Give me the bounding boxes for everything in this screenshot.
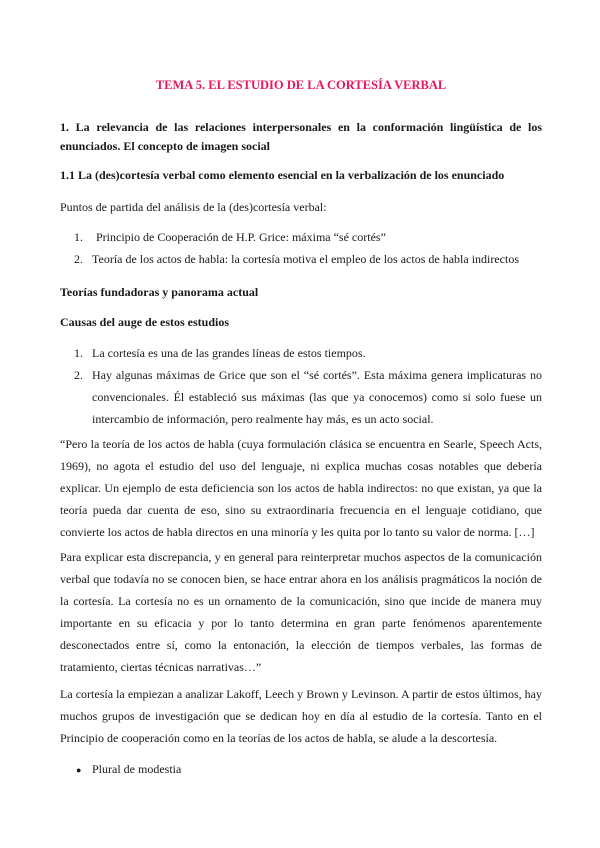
section-1-1-heading: 1.1 La (des)cortesía verbal como elemento esencial en la verbalización de los enunciado — [60, 168, 505, 182]
quote-paragraph-2: Para explicar esta discrepancia, y en general para reinterpretar muchos aspectos de la comunicación verbal que todavía no se conocen bien, se hace entrar ahora en los análisis pragmáticos la noción de la cortesía. La cortesía no es un ornamento de la comunicación, sino que incide de manera muy importante en su eficacia y por lo tanto determina en gran parte fenómenos aparentemente desconectados entre sí, como la entonación, la elección de tiempos verbales, las formas de tratamiento, ciertas técnicas narrativas…” — [60, 550, 542, 674]
document-page — [60, 0, 542, 848]
list1-item-1: Principio de Cooperación de H.P. Grice: máxima “sé cortés” — [96, 230, 386, 244]
list1-item-2: Teoría de los actos de habla: la cortesía motiva el empleo de los actos de habla indirectos — [92, 252, 520, 266]
section-1-heading: 1. La relevancia de las relaciones interpersonales en la conformación lingüística de los enunciados. El concepto de imagen social — [60, 120, 542, 153]
intro-paragraph: Puntos de partida del análisis de la (des)cortesía verbal: — [60, 200, 327, 214]
bullet-icon: ● — [76, 765, 82, 775]
list1-item-2-number: 2. — [74, 252, 83, 266]
heading-teorias: Teorías fundadoras y panorama actual — [60, 285, 259, 299]
list2-item-1-number: 1. — [74, 346, 83, 360]
list1-item-1-number: 1. — [74, 230, 83, 244]
heading-causas: Causas del auge de estos estudios — [60, 315, 230, 329]
list2-item-2: Hay algunas máximas de Grice que son el “sé cortés”. Esta máxima genera implicaturas no convencionales. Él estableció sus máximas (las que ya conocemos) como si solo fuese un intercambio de información, pero realmente hay más, es un acto social. — [92, 368, 542, 426]
cortesia-paragraph: La cortesía la empiezan a analizar Lakoff, Leech y Brown y Levinson. A partir de estos últimos, hay muchos grupos de investigación que se dedican hoy en día al estudio de la cortesía. Tanto en el Principio de cooperación como en la teorías de los actos de habla, se alude a la descortesía. — [60, 687, 542, 745]
list2-item-1: La cortesía es una de las grandes líneas de estos tiempos. — [92, 346, 366, 360]
page-title: TEMA 5. EL ESTUDIO DE LA CORTESÍA VERBAL — [155, 78, 447, 92]
list2-item-2-number: 2. — [74, 368, 83, 382]
bullet-item-1: Plural de modestia — [92, 762, 182, 776]
quote-paragraph-1: “Pero la teoría de los actos de habla (cuya formulación clásica se encuentra en Searle, Speech Acts, 1969), no agota el estudio del uso del lenguaje, ni explica muchas cosas notables que debería explicar. Un ejemplo de esta deficiencia son los actos de habla indirectos: no que existan, ya que la teoría pueda dar cuenta de eso, sino su extraordinaria frecuencia en el lenguaje cotidiano, que convierte los actos de habla directos en una minoría y les quita por lo tanto su valor de norma. […] — [60, 437, 542, 539]
